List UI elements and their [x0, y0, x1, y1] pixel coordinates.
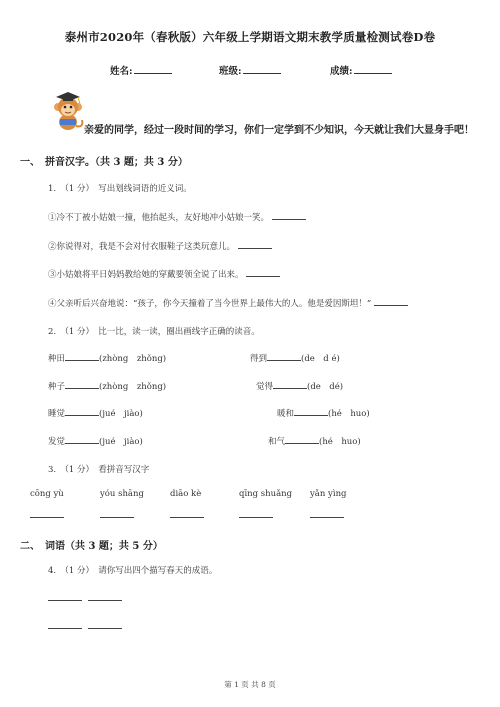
q2-pinyin-options[interactable]: (hé huo) [319, 437, 361, 447]
q2-row-1-right [250, 352, 340, 364]
q2-word: 种田 [48, 354, 66, 364]
q2-pinyin-options[interactable]: (hé huo) [328, 409, 370, 419]
class-blank[interactable] [243, 64, 281, 74]
intro-text: 亲爱的同学，经过一段时间的学习，你们一定学到不少知识，今天就让我们大显身手吧！ [84, 125, 474, 136]
q3-pinyin-4: qīng shuǎng [239, 489, 293, 499]
q3-pinyin-5: yǎn yìng [310, 489, 347, 499]
q1-item-3-answer-blank[interactable] [246, 268, 280, 277]
q2-blank [294, 407, 328, 416]
q2-row-3-left [48, 407, 143, 419]
section1-heading: 一、 拼音汉字。（共 3 题；共 3 分） [20, 157, 188, 168]
section2-heading: 二、 词语（共 3 题；共 5 分） [20, 541, 163, 552]
q2-word: 觉得 [256, 382, 274, 392]
q2-row-2-left [48, 380, 166, 392]
q2-blank [65, 435, 99, 444]
q2-pinyin-options[interactable]: (jué jiào) [99, 409, 143, 419]
q3-answer-blank-1[interactable] [30, 517, 64, 518]
q3-answer-blank-3[interactable] [170, 517, 204, 518]
q3-answer-blank-5[interactable] [310, 517, 344, 518]
q1-item-3-text: ③小姑娘将平日妈妈教给她的穿戴要领全说了出来。 [48, 270, 244, 280]
q3-answer-blank-2[interactable] [100, 517, 134, 518]
q4-answer-blank-1[interactable] [48, 600, 82, 601]
q4-answer-blank-3[interactable] [48, 628, 82, 629]
q2-prompt: 2. （1 分） 比一比，读一读，圈出画线字正确的读音。 [48, 327, 260, 337]
q2-row-1-left [48, 352, 166, 364]
q2-blank [65, 352, 99, 361]
q2-blank [267, 352, 301, 361]
q2-word: 和气 [268, 437, 286, 447]
score-label: 成绩: [330, 66, 353, 77]
q2-pinyin-options[interactable]: (jué jiào) [99, 437, 143, 447]
q4-answer-blank-2[interactable] [88, 600, 122, 601]
q2-word: 得到 [250, 354, 268, 364]
q1-item-2-answer-blank[interactable] [238, 240, 272, 249]
q1-item-4-answer-blank[interactable] [374, 297, 408, 306]
q2-word: 暖和 [277, 409, 295, 419]
q2-pinyin-options[interactable]: (zhòng zhǒng) [99, 354, 167, 364]
q1-item-2-text: ②你说得对，我是不会对付衣服鞋子这类玩意儿。 [48, 242, 236, 252]
q2-row-4-left [48, 435, 143, 447]
q3-pinyin-3: diāo kè [170, 489, 202, 499]
q2-blank [65, 380, 99, 389]
page-title: 泰州市2020年（春秋版）六年级上学期语文期末教学质量检测试卷D卷 [64, 30, 436, 44]
q1-item-3 [48, 268, 280, 280]
q2-word: 种子 [48, 382, 66, 392]
q3-answer-blank-4[interactable] [239, 517, 273, 518]
name-field [110, 63, 172, 77]
q3-prompt: 3. （1 分） 看拼音写汉字 [48, 465, 150, 475]
q4-answer-blank-4[interactable] [88, 628, 122, 629]
q2-pinyin-options[interactable]: (zhòng zhǒng) [99, 382, 167, 392]
score-blank[interactable] [354, 64, 392, 74]
q1-item-1 [48, 211, 306, 223]
q1-item-1-answer-blank[interactable] [272, 211, 306, 220]
class-label: 班级: [219, 66, 242, 77]
name-label: 姓名: [110, 66, 133, 77]
q1-prompt: 1. （1 分） 写出划线词语的近义词。 [48, 184, 192, 194]
q1-item-4-text: ④父亲听后兴奋地说：“孩子，你今天撞着了当今世界上最伟大的人。他是爱因斯坦！” [48, 299, 372, 309]
q2-blank [285, 435, 319, 444]
q4-prompt: 4. （1 分） 请你写出四个描写春天的成语。 [48, 566, 218, 576]
score-field [330, 63, 392, 77]
name-blank[interactable] [134, 64, 172, 74]
page-number: 第 1 页 共 8 页 [224, 680, 276, 689]
q1-item-4 [48, 297, 408, 309]
q1-item-1-text: ①冷不丁被小姑娘一撞，他抬起头，友好地冲小姑娘一笑。 [48, 213, 270, 223]
q1-item-2 [48, 240, 272, 252]
q2-row-2-right [256, 380, 343, 392]
class-field [219, 63, 281, 77]
q2-pinyin-options[interactable]: (de dé) [307, 382, 344, 392]
q2-pinyin-options[interactable]: (de d é) [301, 354, 340, 364]
q2-blank [65, 407, 99, 416]
q2-word: 睡觉 [48, 409, 66, 419]
q3-pinyin-2: yóu shāng [100, 489, 144, 499]
q2-row-3-right [277, 407, 370, 419]
q3-pinyin-1: cōng yù [30, 489, 64, 499]
q2-row-4-right [268, 435, 361, 447]
q2-word: 发觉 [48, 437, 66, 447]
q2-blank [273, 380, 307, 389]
